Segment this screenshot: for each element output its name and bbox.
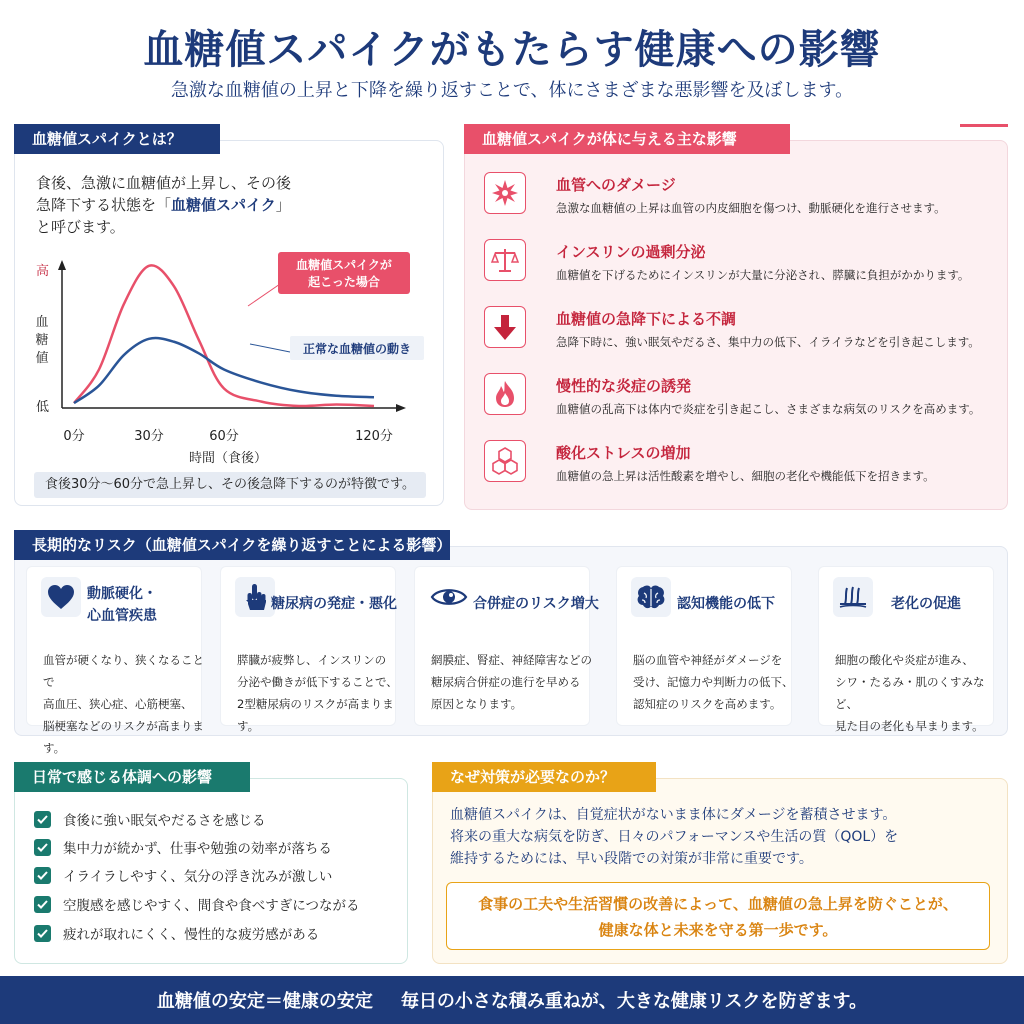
check-icon bbox=[34, 811, 51, 828]
why-text-line: 血糖値スパイクは、自覚症状がないまま体にダメージを蓄積させます。 bbox=[450, 807, 897, 823]
x-tick-label: 0分 bbox=[63, 429, 85, 444]
x-tick-group bbox=[63, 429, 393, 444]
risk-title-line1: 合併症のリスク増大 bbox=[473, 596, 599, 612]
effect-item-vessel bbox=[484, 172, 1004, 228]
risk-card-cognitive bbox=[616, 566, 792, 726]
y-low-label: 低 bbox=[36, 400, 50, 415]
risk-title-line1: 動脈硬化・ bbox=[87, 586, 157, 602]
effect-title: 血糖値の急降下による不調 bbox=[556, 310, 737, 328]
risk-title-line2: 心血管疾患 bbox=[87, 608, 157, 624]
page-title: 血糖値スパイクがもたらす健康への影響 bbox=[143, 27, 881, 73]
risk-title bbox=[87, 583, 207, 627]
risk-title bbox=[677, 593, 797, 615]
spike-callout-line1: 血糖値スパイクが bbox=[296, 258, 392, 272]
effect-item-insulin bbox=[484, 239, 1004, 295]
x-axis-arrow bbox=[396, 404, 406, 412]
effects-accent-strip bbox=[960, 124, 1008, 127]
effect-title: 慢性的な炎症の誘発 bbox=[556, 377, 692, 395]
daily-section-heading: 日常で感じる体調への影響 bbox=[14, 762, 250, 792]
y-high-label: 高 bbox=[36, 264, 50, 279]
y-axis-label-char: 糖 bbox=[35, 333, 49, 348]
y-axis-label-char: 血 bbox=[35, 315, 49, 330]
y-axis-label bbox=[35, 315, 48, 366]
risk-title bbox=[891, 593, 1011, 615]
eye-icon bbox=[429, 577, 469, 617]
daily-item bbox=[34, 922, 319, 944]
risk-text bbox=[633, 649, 803, 715]
burst-icon bbox=[484, 172, 526, 214]
what-desc-line1: 食後、急激に血糖値が上昇し、その後 bbox=[36, 174, 292, 192]
effect-text: 血糖値の乱高下は体内で炎症を引き起こし、さまざまな病気のリスクを高めます。 bbox=[556, 402, 981, 416]
y-axis-arrow bbox=[58, 260, 66, 270]
daily-item-text: 疲れが取れにくく、慢性的な疲労感がある bbox=[63, 927, 320, 943]
risk-card-cardiovascular bbox=[26, 566, 204, 755]
heart-icon bbox=[41, 577, 81, 617]
check-icon bbox=[34, 896, 51, 913]
why-text-line: 将来の重大な病気を防ぎ、日々のパフォーマンスや生活の質（QOL）を bbox=[450, 829, 899, 845]
risk-text-line: 受け、記憶力や判断力の低下、 bbox=[633, 675, 794, 689]
risk-text-line: 認知症のリスクを高めます。 bbox=[633, 697, 782, 711]
down-arrow-icon bbox=[484, 306, 526, 348]
daily-item bbox=[34, 864, 332, 886]
what-desc-line2-pre: 急降下する状態を「 bbox=[36, 196, 172, 214]
check-icon bbox=[34, 925, 51, 942]
risks-section-heading: 長期的なリスク（血糖値スパイクを繰り返すことによる影響） bbox=[14, 530, 450, 560]
why-callout-box bbox=[446, 882, 990, 950]
x-tick-label: 120分 bbox=[355, 429, 393, 444]
check-icon bbox=[34, 867, 51, 884]
risk-title bbox=[271, 593, 401, 615]
daily-item bbox=[34, 808, 266, 830]
risk-text-line: 分泌や働きが低下することで、 bbox=[237, 675, 398, 689]
hand-icon bbox=[235, 577, 275, 617]
effect-item-oxidative bbox=[484, 440, 1004, 496]
effect-title: インスリンの過剰分泌 bbox=[556, 243, 706, 261]
molecule-icon bbox=[484, 440, 526, 482]
effect-title: 血管へのダメージ bbox=[556, 176, 676, 194]
risk-text-line: 脳梗塞などのリスクが高まります。 bbox=[43, 719, 204, 755]
risk-text bbox=[431, 649, 601, 715]
risk-text bbox=[835, 649, 1005, 737]
effect-text: 急激な血糖値の上昇は血管の内皮細胞を傷つけ、動脈硬化を進行させます。 bbox=[556, 201, 946, 215]
effect-text: 血糖値の急上昇は活性酸素を増やし、細胞の老化や機能低下を招きます。 bbox=[556, 469, 935, 483]
y-axis-label-char: 値 bbox=[35, 351, 49, 366]
what-desc-line2-post: 」 bbox=[275, 196, 291, 214]
what-desc-line3: と呼びます。 bbox=[36, 218, 125, 236]
spike-callout-line bbox=[248, 284, 280, 306]
effects-section-heading: 血糖値スパイクが体に与える主な影響 bbox=[464, 124, 790, 154]
daily-item bbox=[34, 836, 332, 858]
daily-item-text: 食後に強い眠気やだるさを感じる bbox=[63, 813, 266, 829]
risk-title-line1: 糖尿病の発症・悪化 bbox=[271, 596, 397, 612]
x-tick-label: 60分 bbox=[209, 429, 239, 444]
why-callout-line2: 健康な体と未来を守る第一歩です。 bbox=[598, 921, 838, 939]
what-description bbox=[36, 172, 326, 238]
daily-item-text: 集中力が続かず、仕事や勉強の効率が落ちる bbox=[63, 841, 332, 857]
footer-banner bbox=[0, 976, 1024, 1024]
risk-title-line1: 認知機能の低下 bbox=[677, 596, 775, 612]
risk-text-line: 膵臓が疲弊し、インスリンの bbox=[237, 653, 387, 667]
why-callout-line1: 食事の工夫や生活習慣の改善によって、血糖値の急上昇を防ぐことが、 bbox=[478, 895, 958, 913]
chart-note: 食後30分〜60分で急上昇し、その後急降下するのが特徴です。 bbox=[34, 472, 426, 498]
risk-text-line: 網膜症、腎症、神経障害などの bbox=[431, 653, 592, 667]
spike-legend-callout bbox=[248, 252, 410, 306]
why-section-heading: なぜ対策が必要なのか？ bbox=[432, 762, 656, 792]
risk-text-line: 2型糖尿病のリスクが高まります。 bbox=[237, 697, 394, 733]
flame-icon bbox=[484, 373, 526, 415]
risk-title-line1: 老化の促進 bbox=[891, 596, 961, 612]
effect-text: 血糖値を下げるためにインスリンが大量に分泌され、膵臓に負担がかかります。 bbox=[556, 268, 970, 282]
what-desc-highlight: 血糖値スパイク bbox=[171, 196, 276, 214]
blood-sugar-chart bbox=[28, 248, 428, 468]
x-axis-label: 時間（食後） bbox=[188, 451, 268, 466]
daily-item-text: イライラしやすく、気分の浮き沈みが激しい bbox=[63, 869, 333, 885]
what-desc-line2 bbox=[36, 194, 326, 216]
check-icon bbox=[34, 839, 51, 856]
risk-card-diabetes bbox=[220, 566, 398, 733]
scale-icon bbox=[484, 239, 526, 281]
effect-item-drop bbox=[484, 306, 1004, 362]
footer-right-text: 毎日の小さな積み重ねが、大きな健康リスクを防ぎます。 bbox=[400, 991, 868, 1012]
risk-text-line: 脳の血管や神経がダメージを bbox=[633, 653, 783, 667]
risk-text-line: 糖尿病合併症の進行を早める bbox=[431, 675, 581, 689]
risk-text-line: シワ・たるみ・肌のくすみなど、 bbox=[835, 675, 985, 711]
page-subtitle: 急激な血糖値の上昇と下降を繰り返すことで、体にさまざまな悪影響を及ぼします。 bbox=[170, 80, 854, 101]
brain-icon bbox=[631, 577, 671, 617]
effect-title: 酸化ストレスの増加 bbox=[556, 444, 691, 462]
spike-callout-line2: 起こった場合 bbox=[308, 275, 380, 289]
daily-item-text: 空腹感を感じやすく、間食や食べすぎにつながる bbox=[63, 898, 360, 914]
risk-text-line: 原因となります。 bbox=[431, 697, 523, 711]
risk-card-complications bbox=[414, 566, 599, 726]
what-section-heading: 血糖値スパイクとは？ bbox=[14, 124, 220, 154]
risk-text bbox=[43, 649, 213, 759]
risk-text-line: 血管が硬くなり、狭くなることで bbox=[43, 653, 204, 689]
daily-item bbox=[34, 893, 359, 915]
normal-callout-line bbox=[250, 344, 290, 352]
risk-title bbox=[473, 593, 599, 615]
x-tick-label: 30分 bbox=[134, 429, 164, 444]
risk-text-line: 見た目の老化も早まります。 bbox=[835, 719, 984, 733]
risk-text-line: 細胞の酸化や炎症が進み、 bbox=[835, 653, 974, 667]
skin-icon bbox=[833, 577, 873, 617]
risk-card-aging bbox=[818, 566, 994, 733]
footer-left-text: 血糖値の安定＝健康の安定 bbox=[156, 991, 373, 1012]
risk-text-line: 高血圧、狭心症、心筋梗塞、 bbox=[43, 697, 193, 711]
normal-legend-callout bbox=[250, 336, 424, 360]
why-text-line: 維持するためには、早い段階での対策が非常に重要です。 bbox=[450, 851, 813, 867]
normal-callout-text: 正常な血糖値の動き bbox=[302, 342, 412, 356]
effect-text: 急降下時に、強い眠気やだるさ、集中力の低下、イライラなどを引き起こします。 bbox=[556, 335, 980, 349]
risk-text bbox=[237, 649, 407, 737]
effect-item-inflammation bbox=[484, 373, 1004, 429]
why-text bbox=[450, 804, 990, 870]
